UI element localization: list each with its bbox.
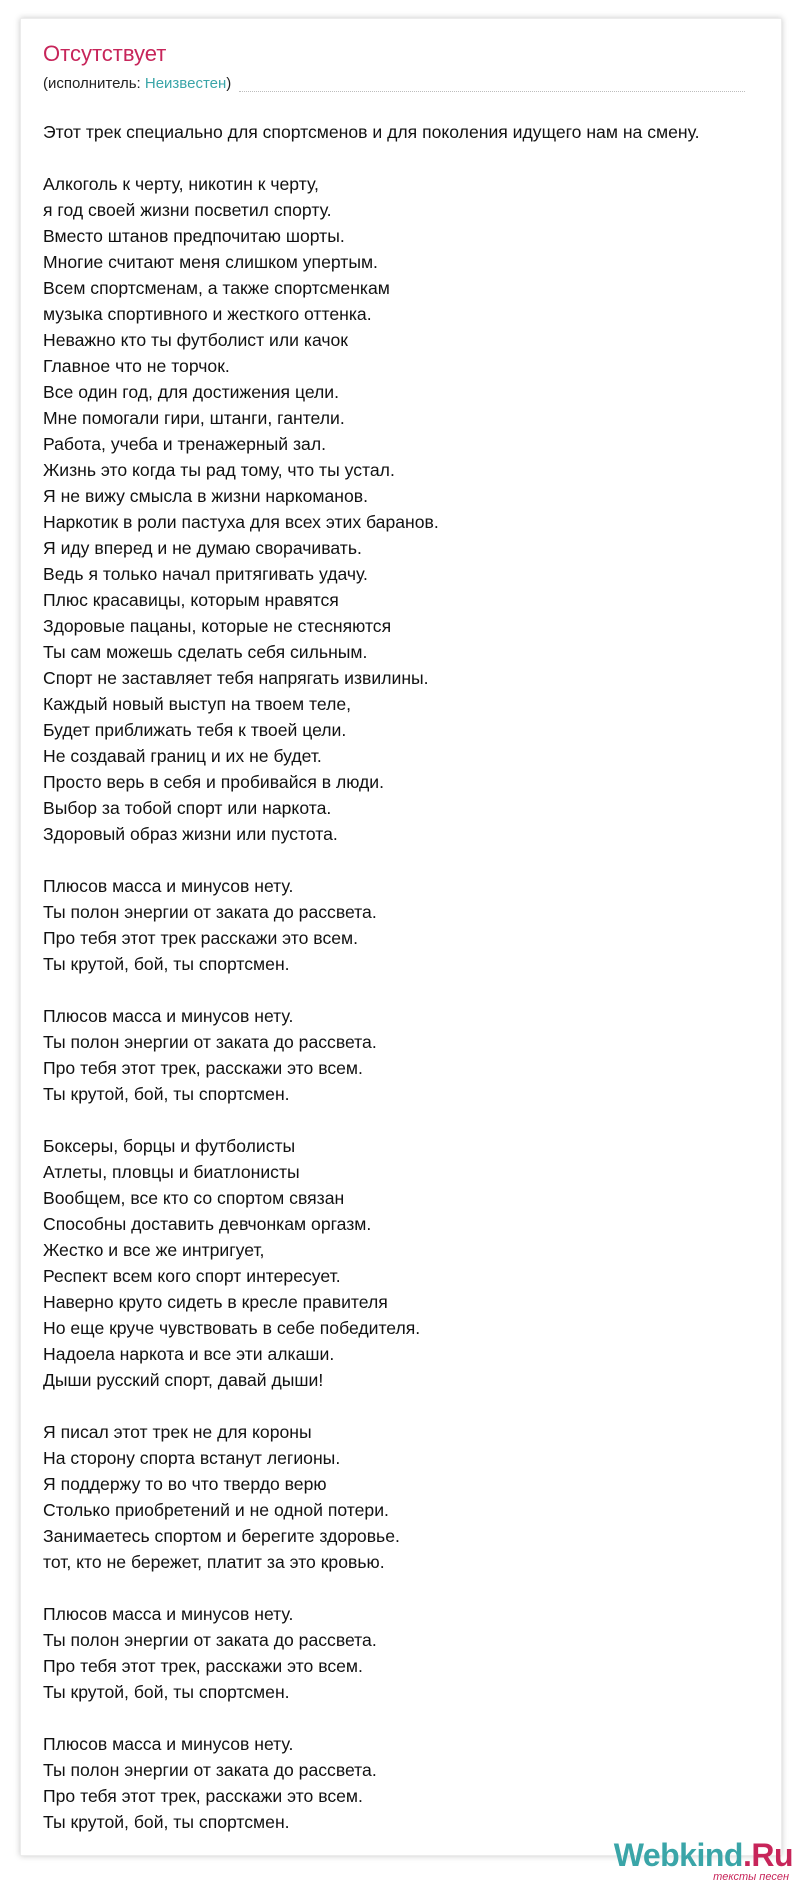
lyrics-line: Здоровый образ жизни или пустота.	[43, 824, 338, 844]
lyrics-line: Неважно кто ты футболист или качок	[43, 330, 348, 350]
lyrics-line: Ты полон энергии от заката до рассвета.	[43, 1032, 377, 1052]
logo-tld: .Ru	[742, 1837, 793, 1873]
lyrics-line: Всем спортсменам, а также спортсменкам	[43, 278, 390, 298]
lyrics-line: Плюс красавицы, которым нравятся	[43, 590, 339, 610]
lyrics-line: Но еще круче чувствовать в себе победителя.	[43, 1318, 421, 1338]
lyrics-line: Многие считают меня слишком упертым.	[43, 252, 378, 272]
lyrics-line: Все один год, для достижения цели.	[43, 382, 340, 402]
lyrics-line: Вместо штанов предпочитаю шорты.	[43, 226, 345, 246]
lyrics-line: Надоела наркота и все эти алкаши.	[43, 1344, 335, 1364]
lyrics-line: Алкоголь к черту, никотин к черту,	[43, 174, 319, 194]
lyrics-line: Ты полон энергии от заката до рассвета.	[43, 902, 377, 922]
lyrics-line: Ты крутой, бой, ты спортсмен.	[43, 1084, 290, 1104]
lyrics-line: Ты крутой, бой, ты спортсмен.	[43, 1682, 290, 1702]
lyrics-line: Спорт не заставляет тебя напрягать извилины.	[43, 668, 429, 688]
lyrics-line: Ты полон энергии от заката до рассвета.	[43, 1760, 377, 1780]
lyrics-line: Каждый новый выступ на твоем теле,	[43, 694, 352, 714]
site-logo[interactable]	[583, 1837, 793, 1883]
logo-main-text: Webkind	[613, 1837, 743, 1873]
lyrics-line: Ты крутой, бой, ты спортсмен.	[43, 1812, 290, 1832]
lyrics-line: Ты сам можешь сделать себя сильным.	[43, 642, 368, 662]
lyrics-line: Ведь я только начал притягивать удачу.	[43, 564, 368, 584]
lyrics-line: Я не вижу смысла в жизни наркоманов.	[43, 486, 368, 506]
lyrics-line: Плюсов масса и минусов нету.	[43, 876, 294, 896]
lyrics-line: Плюсов масса и минусов нету.	[43, 1006, 294, 1026]
lyrics-line: Способны доставить девчонкам оргазм.	[43, 1214, 372, 1234]
lyrics-line: Главное что не торчок.	[43, 356, 230, 376]
lyrics-stanza	[43, 1601, 793, 1705]
lyrics-line: Этот трек специально для спортсменов и для поколения идущего нам на смену.	[43, 122, 700, 142]
artist-link[interactable]: Неизвестен	[144, 75, 227, 92]
lyrics-line: Не создавай границ и их не будет.	[43, 746, 322, 766]
lyrics-line: Ты полон энергии от заката до рассвета.	[43, 1630, 377, 1650]
song-title: Отсутствует	[43, 41, 167, 66]
lyrics-page	[20, 18, 793, 1883]
lyrics-line: Атлеты, пловцы и биатлонисты	[43, 1162, 300, 1182]
lyrics-line: Просто верь в себя и пробивайся в люди.	[43, 772, 385, 792]
lyrics-line: я год своей жизни посветил спорту.	[43, 200, 332, 220]
lyrics-line: Вообщем, все кто со спортом связан	[43, 1188, 345, 1208]
lyrics-line: Ты крутой, бой, ты спортсмен.	[43, 954, 290, 974]
lyrics-line: Боксеры, борцы и футболисты	[43, 1136, 296, 1156]
lyrics-line: Здоровые пацаны, которые не стесняются	[43, 616, 392, 636]
lyrics-line: Про тебя этот трек, расскажи это всем.	[43, 1786, 363, 1806]
lyrics-line: Я писал этот трек не для короны	[43, 1422, 312, 1442]
lyrics-line: Работа, учеба и тренажерный зал.	[43, 434, 326, 454]
lyrics-line: Мне помогали гири, штанги, гантели.	[43, 408, 345, 428]
lyrics-line: Респект всем кого спорт интересует.	[43, 1266, 341, 1286]
logo-wordmark	[614, 1837, 793, 1873]
lyrics-line: Плюсов масса и минусов нету.	[43, 1604, 294, 1624]
lyrics-line: Я поддержу то во что твердо верю	[43, 1474, 327, 1494]
lyrics-line: Жизнь это когда ты рад тому, что ты устал.	[43, 460, 395, 480]
artist-suffix: )	[226, 75, 232, 92]
lyrics-stanza	[43, 171, 793, 847]
logo-tagline: тексты песен	[713, 1871, 789, 1883]
lyrics-line: Столько приобретений и не одной потери.	[43, 1500, 389, 1520]
lyrics-stanza	[43, 873, 793, 977]
lyrics-stanza	[43, 1133, 793, 1393]
lyrics-line: Про тебя этот трек, расскажи это всем.	[43, 1656, 363, 1676]
lyrics-line: Наркотик в роли пастуха для всех этих баранов.	[43, 512, 439, 532]
lyrics-line: Про тебя этот трек, расскажи это всем.	[43, 1058, 363, 1078]
artist-prefix: (исполнитель:	[43, 75, 145, 92]
lyrics-line: Про тебя этот трек расскажи это всем.	[43, 928, 359, 948]
lyrics-line: Я иду вперед и не думаю сворачивать.	[43, 538, 362, 558]
lyrics-line: музыка спортивного и жесткого оттенка.	[43, 304, 372, 324]
lyrics-line: тот, кто не бережет, платит за это кровью.	[43, 1552, 385, 1572]
lyrics-line: Занимаетесь спортом и берегите здоровье.	[43, 1526, 400, 1546]
artist-line	[43, 75, 231, 93]
lyrics-line: На сторону спорта встанут легионы.	[43, 1448, 341, 1468]
lyrics-stanza	[43, 119, 793, 145]
lyrics-stanza	[43, 1419, 793, 1575]
lyrics-line: Наверно круто сидеть в кресле правителя	[43, 1292, 388, 1312]
lyrics-line: Выбор за тобой спорт или наркота.	[43, 798, 332, 818]
lyrics-stanza	[43, 1731, 793, 1835]
lyrics-text	[43, 119, 793, 1835]
lyrics-line: Жестко и все же интригует,	[43, 1240, 265, 1260]
lyrics-line: Будет приближать тебя к твоей цели.	[43, 720, 347, 740]
title-divider	[239, 91, 745, 92]
lyrics-line: Дыши русский спорт, давай дыши!	[43, 1370, 324, 1390]
lyrics-stanza	[43, 1003, 793, 1107]
lyrics-line: Плюсов масса и минусов нету.	[43, 1734, 294, 1754]
